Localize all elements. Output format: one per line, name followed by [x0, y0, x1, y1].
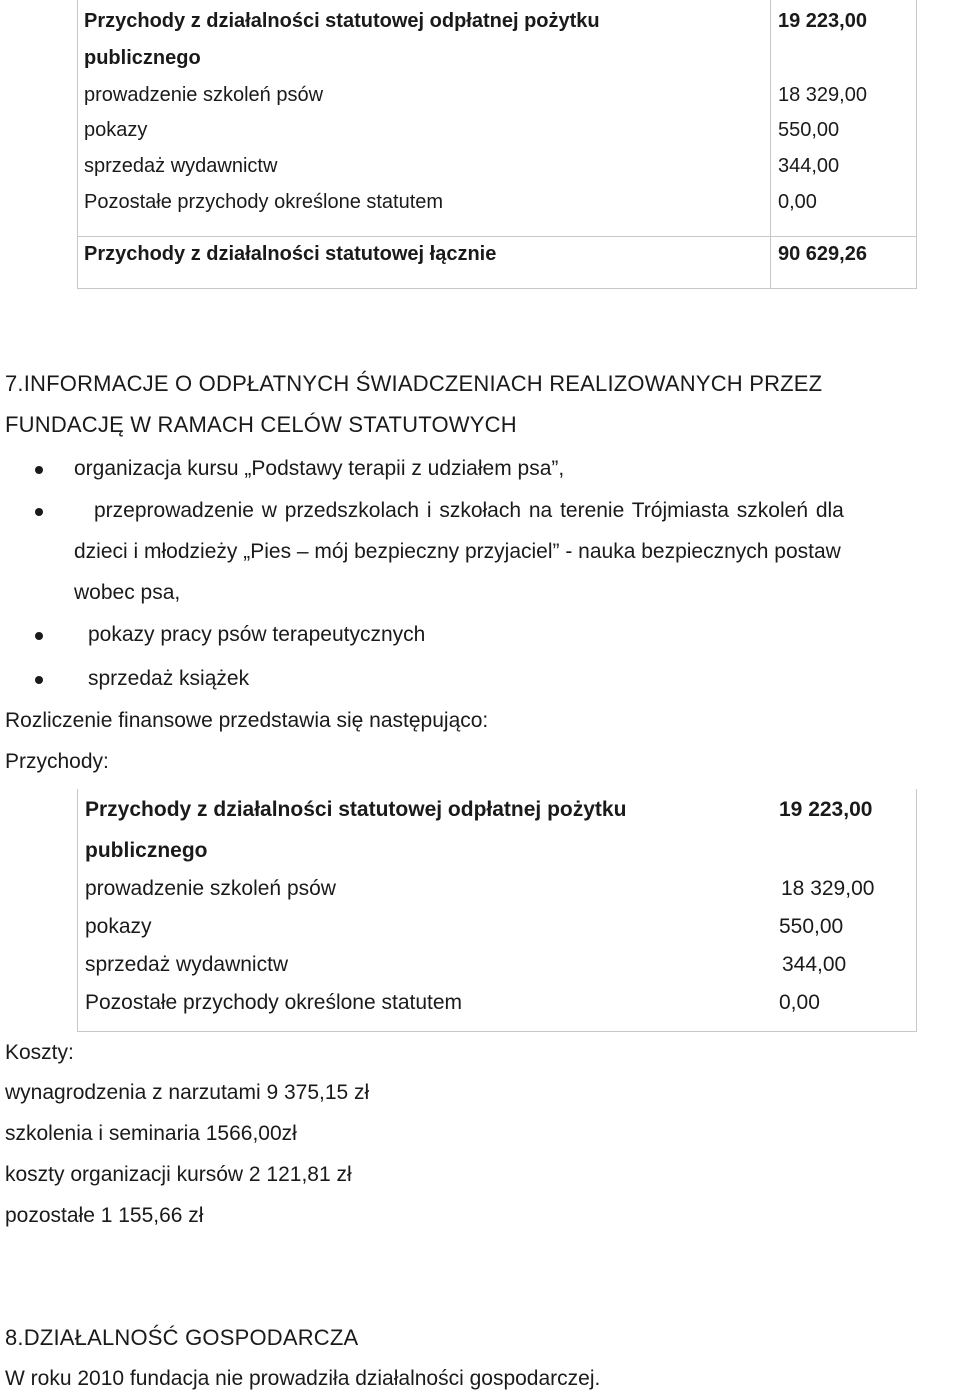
table-header-value: 19 223,00: [779, 798, 873, 821]
table-row-label: pokazy: [84, 119, 148, 141]
table-right-border: [916, 789, 917, 1032]
bullet-icon: [35, 676, 43, 684]
table-bottom-border: [77, 288, 917, 289]
table-row-label: prowadzenie szkoleń psów: [85, 877, 336, 900]
bullet-icon: [35, 466, 43, 474]
table-total-value: 90 629,26: [778, 243, 867, 265]
table-row-label: sprzedaż wydawnictw: [84, 155, 278, 177]
bullet-item: organizacja kursu „Podstawy terapii z udziałem psa”,: [74, 457, 565, 480]
cost-item: szkolenia i seminaria 1566,00zł: [5, 1122, 297, 1145]
table-row-value: 0,00: [778, 191, 817, 213]
table-bottom-border: [77, 1031, 917, 1032]
table-row-label: prowadzenie szkoleń psów: [84, 84, 324, 106]
table-row-value: 18 329,00: [781, 877, 875, 900]
table-row-value: 344,00: [778, 155, 840, 177]
table-left-border: [77, 789, 78, 1032]
table-row-label: sprzedaż wydawnictw: [85, 953, 289, 976]
table-header-label-cont: publicznego: [85, 839, 208, 862]
table-total-label: Przychody z działalności statutowej łącznie: [84, 243, 497, 265]
bullet-item-cont: dzieci i młodzieży „Pies – mój bezpieczny przyjaciel” - nauka bezpiecznych postaw: [74, 540, 841, 563]
table-header-label: Przychody z działalności statutowej odpłatnej pożytku: [85, 798, 627, 821]
table-row-label: Pozostałe przychody określone statutem: [85, 991, 463, 1014]
table-row-value: 550,00: [779, 915, 844, 938]
table-left-border: [77, 0, 78, 289]
table-row-divider: [77, 236, 917, 237]
bullet-icon: [35, 632, 43, 640]
finance-intro: Rozliczenie finansowe przedstawia się następująco:: [5, 709, 489, 732]
table-header-label: Przychody z działalności statutowej odpłatnej pożytku: [84, 10, 600, 32]
table-row-label: Pozostałe przychody określone statutem: [84, 191, 444, 213]
section-7-title-cont: FUNDACJĘ W RAMACH CELÓW STATUTOWYCH: [5, 412, 517, 437]
section-8-title: 8.DZIAŁALNOŚĆ GOSPODARCZA: [5, 1325, 359, 1350]
bullet-item: przeprowadzenie w przedszkolach i szkołach na terenie Trójmiasta szkoleń dla: [94, 499, 844, 522]
costs-heading: Koszty:: [5, 1041, 74, 1064]
bullet-item: pokazy pracy psów terapeutycznych: [88, 623, 426, 646]
table-row-label: pokazy: [85, 915, 152, 938]
table-row-value: 0,00: [779, 991, 820, 1014]
section-7-title: 7.INFORMACJE O ODPŁATNYCH ŚWIADCZENIACH REALIZOWANYCH PRZEZ: [5, 371, 823, 396]
cost-item: wynagrodzenia z narzutami 9 375,15 zł: [5, 1081, 370, 1104]
table-row-value: 344,00: [782, 953, 847, 976]
table-header-label-cont: publicznego: [84, 47, 201, 69]
table-column-divider: [770, 0, 771, 289]
bullet-icon: [35, 508, 43, 516]
table-row-value: 18 329,00: [778, 84, 867, 106]
cost-item: koszty organizacji kursów 2 121,81 zł: [5, 1163, 352, 1186]
bullet-item: sprzedaż książek: [88, 667, 250, 690]
cost-item: pozostałe 1 155,66 zł: [5, 1204, 204, 1227]
table-right-border: [916, 0, 917, 289]
table-header-value: 19 223,00: [778, 10, 867, 32]
bullet-item-cont: wobec psa,: [74, 581, 181, 604]
income-heading: Przychody:: [5, 750, 109, 773]
section-8-text: W roku 2010 fundacja nie prowadziła działalności gospodarczej.: [5, 1367, 601, 1390]
table-row-value: 550,00: [778, 119, 840, 141]
